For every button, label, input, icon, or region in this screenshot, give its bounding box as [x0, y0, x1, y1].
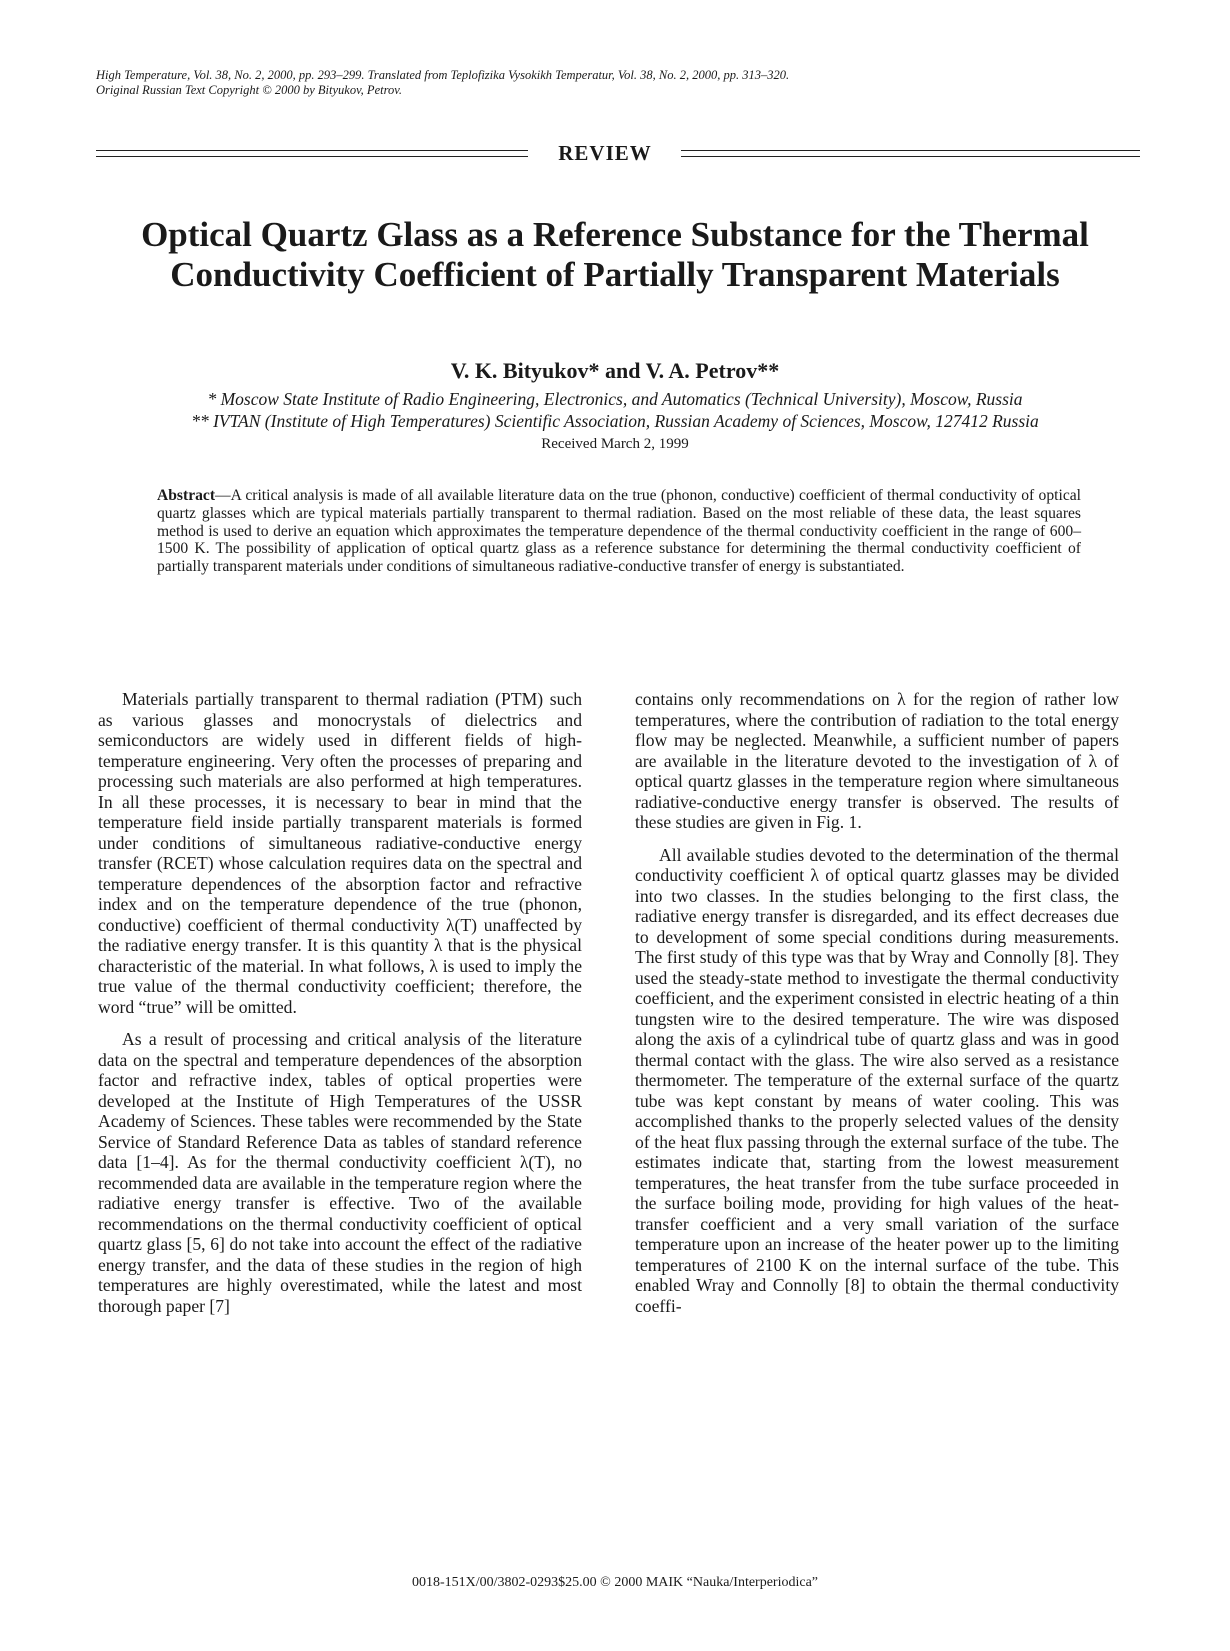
- citation-header: [96, 68, 1156, 98]
- paragraph: Materials partially transparent to thermal radiation (PTM) such as various glasses and monocrystals of dielectrics and semiconductors are widely used in different fields of high-temperature engineering. Very often the processes of preparing and processing such materials are also performed at high temperatures. In all these processes, it is necessary to bear in mind that the temperature field inside partially transparent materials is formed under conditions of simultaneous radiative-conductive energy transfer (RCET) whose calculation requires data on the spectral and temperature dependences of the absorption factor and refractive index and on the temperature dependence of the true (phonon, conductive) coefficient of thermal conductivity λ(T) unaffected by the radiative energy transfer. It is this quantity λ that is the physical characteristic of the material. In what follows, λ is used to imply the true value of the thermal conductivity coefficient; therefore, the word “true” will be omitted.: [98, 689, 582, 1017]
- paragraph: As a result of processing and critical analysis of the literature data on the spectral and temperature dependences of the absorption factor and refractive index, tables of optical properties were developed at the Institute of High Temperatures of the USSR Academy of Sciences. These tables were recommended by the State Service of Standard Reference Data as tables of standard reference data [1–4]. As for the thermal conductivity coefficient λ(T), no recommended data are available in the temperature region where the radiative energy transfer is effective. Two of the available recommendations on the thermal conductivity coefficient of optical quartz glass [5, 6] do not take into account the effect of the radiative energy transfer, and the data of these studies in the region of high temperatures are highly overestimated, while the latest and most thorough paper [7]: [98, 1029, 582, 1316]
- received-date: Received March 2, 1999: [541, 436, 689, 452]
- abstract: [157, 487, 1081, 576]
- article-authors: V. K. Bityukov* and V. A. Petrov**: [450, 358, 780, 383]
- double-rule-right: [681, 150, 1140, 157]
- body-column-left: [98, 689, 582, 1316]
- paragraph: All available studies devoted to the determination of the thermal conductivity coefficient λ of optical quartz glasses may be divided into two classes. In the studies belonging to the first class, the radiative energy transfer is disregarded, and its effect decreases due to development of some special conditions during measurements. The first study of this type was that by Wray and Connolly [8]. They used the steady-state method to investigate the thermal conductivity coefficient, and the experiment consisted in electric heating of a thin tungsten wire to the desired temperature. The wire was disposed along the axis of a cylindrical tube of quartz glass and was in good thermal contact with the glass. The wire also served as a resistance thermometer. The temperature of the external surface of the quartz tube was kept constant by means of water cooling. This was accomplished thanks to the properly selected values of the density of the heat flux passing through the external surface of the tube. The estimates indicate that, starting from the lowest measurement temperatures, the heat transfer from the tube surface proceeded in the surface boiling mode, providing for high values of the heat-transfer coefficient and a very small variation of the surface temperature upon an increase of the heater power up to the limiting temperatures of 2100 K on the internal surface of the tube. This enabled Wray and Connolly [8] to obtain the thermal conductivity coeffi-: [635, 844, 1119, 1316]
- abstract-text: —A critical analysis is made of all available literature data on the true (phonon, conductive) coefficient of thermal conductivity of optical quartz glasses which are typical materials partially transparent to thermal radiation. Based on the most reliable of these data, the least squares method is used to derive an equation which approximates the temperature dependence of the thermal conductivity coefficient in the range of 600–1500 K. The possibility of application of optical quartz glass as a reference substance for determining the thermal conductivity coefficient of partially transparent materials under conditions of simultaneous radiative-conductive transfer of energy is substantiated.: [157, 487, 1081, 576]
- citation-line-2: Original Russian Text Copyright © 2000 by Bityukov, Petrov.: [96, 83, 402, 97]
- article-title: Optical Quartz Glass as a Reference Substance for the Thermal Conductivity Coefficient of Partially Transparent Materials: [141, 215, 1089, 294]
- body-column-right: [635, 689, 1119, 1316]
- section-label: REVIEW: [558, 141, 652, 165]
- affiliation-1: * Moscow State Institute of Radio Engineering, Electronics, and Automatics (Technical University), Moscow, Russia: [207, 389, 1023, 409]
- paragraph: contains only recommendations on λ for the region of rather low temperatures, where the contribution of radiation to the total energy flow may be neglected. Meanwhile, a sufficient number of papers are available in the literature devoted to the investigation of λ of optical quartz glasses in the temperature region where simultaneous radiative-conductive energy transfer is observed. The results of these studies are given in Fig. 1.: [635, 689, 1119, 832]
- citation-line-1: High Temperature, Vol. 38, No. 2, 2000, pp. 293–299. Translated from Teplofizika Vysokikh Temperatur, Vol. 38, No. 2, 2000, pp. 313–320.: [96, 68, 790, 82]
- section-heading-bar: [96, 140, 1140, 166]
- affiliation-2: ** IVTAN (Institute of High Temperatures) Scientific Association, Russian Academy of Sciences, Moscow, 127412 Russia: [191, 411, 1039, 431]
- abstract-label: Abstract: [157, 487, 216, 504]
- double-rule-left: [96, 150, 528, 157]
- copyright-footer: 0018-151X/00/3802-0293$25.00 © 2000 MAIK “Nauka/Interperiodica”: [411, 1575, 819, 1590]
